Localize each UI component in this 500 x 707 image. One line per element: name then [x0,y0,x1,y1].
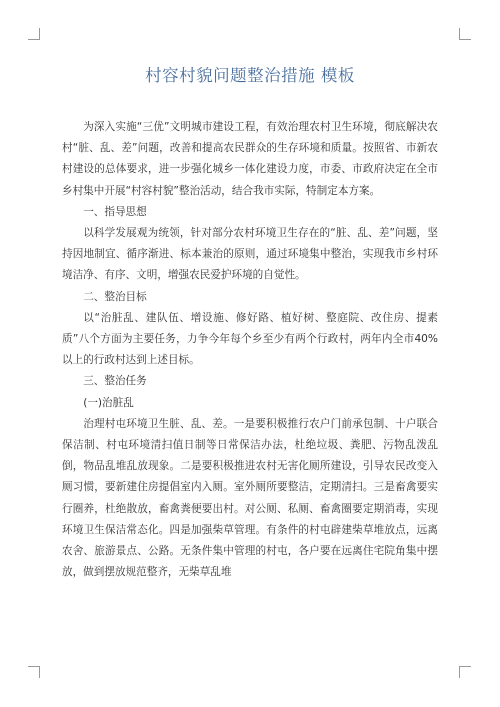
guiding-ideology-paragraph: 以科学发展观为统领，针对部分农村环境卫生存在的“脏、乱、差”问题，坚持因地制宜、循序渐进、标本兼治的原则，通过环境集中整治，实现我市乡村环境洁净、有序、文明，增强农民爱护环境的自觉性。 [62,227,438,282]
subsection-heading-clean-up: (一)治脏乱 [83,396,134,409]
section-heading-guiding-ideology: 一、指导思想 [83,205,147,218]
goals-paragraph: 以“治脏乱、建队伍、增设施、修好路、植好树、整庭院、改住房、提素质”八个方面为主要任务，力争今年每个乡至少有两个行政村，两年内全市40%以上的行政村达到上述目标。 [62,311,438,367]
crop-mark-bottom-right [459,666,471,678]
document-body [62,117,438,583]
crop-mark-top-left [28,28,40,40]
crop-mark-top-right [459,28,471,40]
section-heading-tasks: 三、整治任务 [83,375,147,388]
intro-paragraph: 为深入实施“三优”文明城市建设工程，有效治理农村卫生环境，彻底解决农村“脏、乱、差”问题，改善和提高农民群众的生存环境和质量。按照省、市新农村建设的总体要求，进一步强化城乡一体化建设力度，市委、市政府决定在全市乡村集中开展“村容村貌”整治活动，结合我市实际，特制定本方案。 [62,121,438,197]
clean-up-paragraph: 治理村屯环境卫生脏、乱、差。一是要积极推行农户门前承包制、十户联合保洁制、村屯环境清扫值日制等日常保洁办法，杜绝垃圾、粪肥、污物乱泼乱倒，物品乱堆乱放现象。二是要积极推进农村无害化厕所建设，引导农民改变入厕习惯，要新建住房提倡室内入厕。室外厕所要整洁，定期清扫。三是畜禽要实行圈养，杜绝散放，畜禽粪便要出村。对公厕、私厕、畜禽圈要定期消毒，实现环境卫生保洁常态化。四是加强柴草管理。有条件的村屯辟建柴草堆放点，远离农舍、旅游景点、公路。无条件集中管理的村屯，各户要在远离住宅院角集中摆放，做到摆放规范整齐，无柴草乱堆 [62,417,438,579]
section-heading-goals: 二、整治目标 [83,290,147,303]
document-title: 村容村貌问题整治措施 模板 [145,66,355,85]
crop-mark-bottom-left [28,666,40,678]
